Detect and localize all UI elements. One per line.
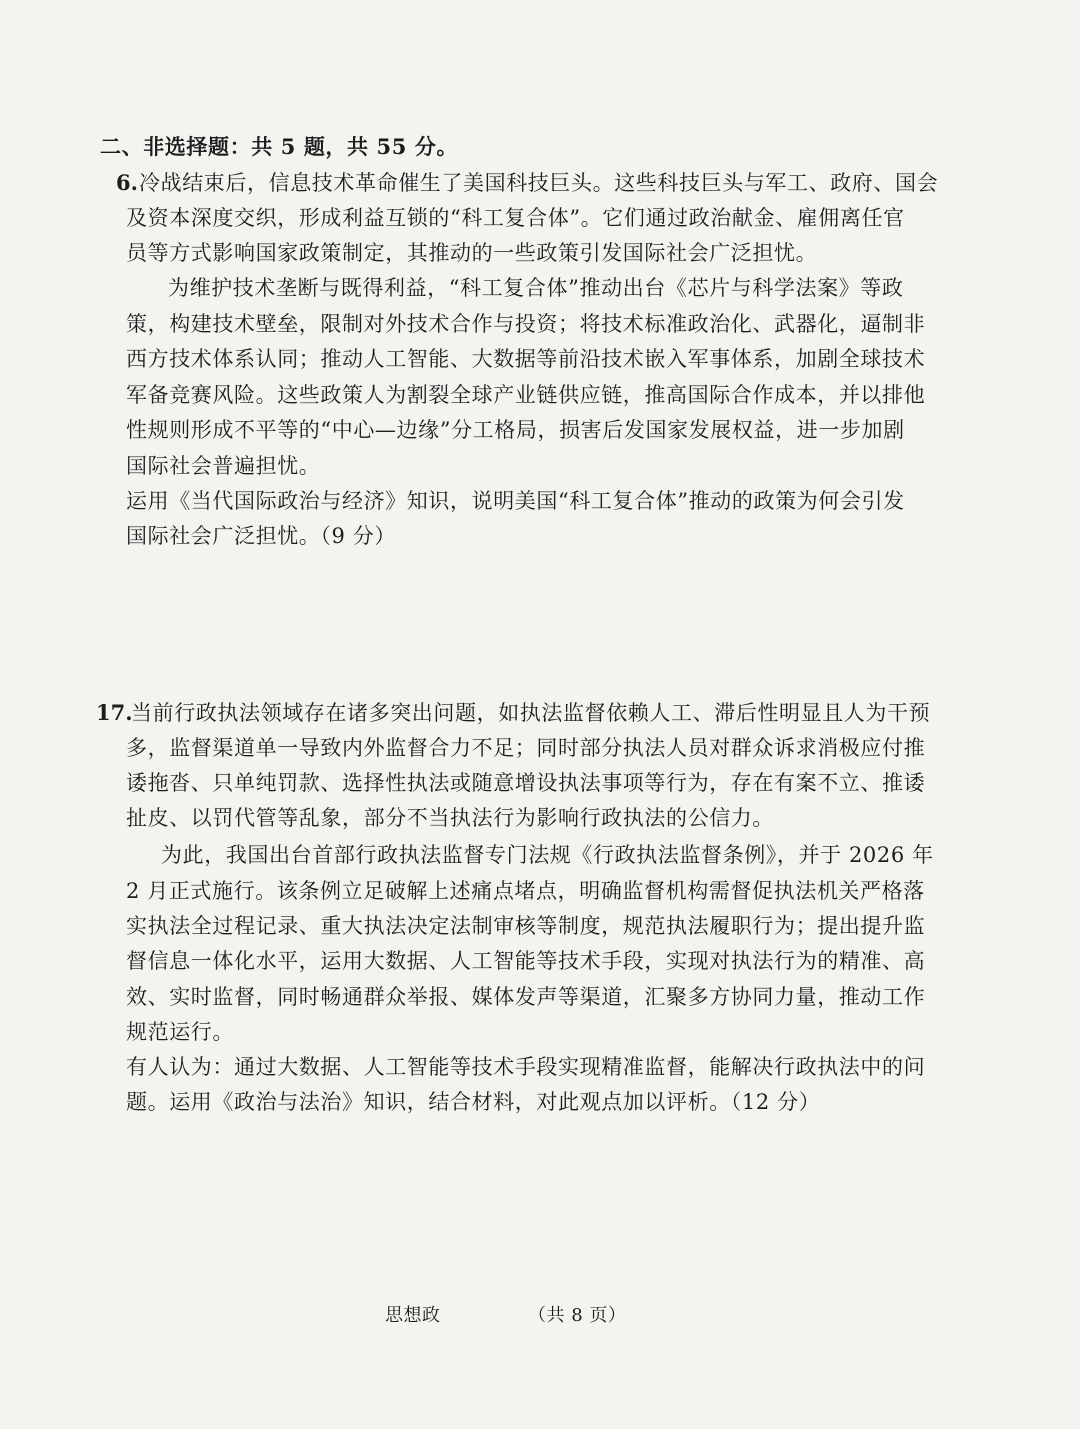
- q17-line-7: 实执法全过程记录、重大执法决定法制审核等制度，规范执法履职行为；提出提升监: [126, 914, 926, 938]
- q6-line-9: 国际社会普遍担忧。: [126, 454, 321, 478]
- q17-line-12: 题。运用《政治与法治》知识，结合材料，对此观点加以评析。（12 分）: [126, 1090, 821, 1114]
- q17-line-1: 当前行政执法领域存在诸多突出问题，如执法监督依赖人工、滞后性明显且人为干预: [131, 701, 931, 725]
- q17-line-2: 多，监督渠道单一导致内外监督合力不足；同时部分执法人员对群众诉求消极应付推: [126, 736, 926, 760]
- q17-line-10: 规范运行。: [126, 1020, 234, 1044]
- question-6-number: 6.: [116, 170, 138, 195]
- section-title: 二、非选择题：共 5 题，共 55 分。: [100, 134, 459, 159]
- q6-line-3: 员等方式影响国家政策制定，其推动的一些政策引发国际社会广泛担忧。: [126, 241, 818, 265]
- q6-line-5: 策，构建技术壁垒，限制对外技术合作与投资；将技术标准政治化、武器化，逼制非: [126, 312, 926, 336]
- q6-line-6: 西方技术体系认同；推动人工智能、大数据等前沿技术嵌入军事体系，加剧全球技术: [126, 347, 926, 371]
- q17-line-3: 诿拖沓、只单纯罚款、选择性执法或随意增设执法事项等行为，存在有案不立、推诿: [126, 771, 926, 795]
- q6-line-11: 国际社会广泛担忧。（9 分）: [126, 524, 396, 548]
- q17-line-4: 扯皮、以罚代管等乱象，部分不当执法行为影响行政执法的公信力。: [126, 806, 774, 830]
- q6-line-10: 运用《当代国际政治与经济》知识，说明美国“科工复合体”推动的政策为何会引发: [126, 489, 905, 513]
- footer-subject: 思想政: [385, 1305, 441, 1326]
- q6-line-2: 及资本深度交织，形成利益互锁的“科工复合体”。它们通过政治献金、雇佣离任官: [126, 206, 905, 230]
- q6-line-1: 冷战结束后，信息技术革命催生了美国科技巨头。这些科技巨头与军工、政府、国会: [139, 171, 939, 195]
- q17-line-6: 2 月正式施行。该条例立足破解上述痛点堵点，明确监督机构需督促执法机关严格落: [126, 879, 925, 903]
- q6-line-8: 性规则形成不平等的“中心—边缘”分工格局，损害后发国家发展权益，进一步加剧: [126, 418, 905, 442]
- question-17-number: 17.: [96, 700, 133, 725]
- q17-line-11: 有人认为：通过大数据、人工智能等技术手段实现精准监督，能解决行政执法中的问: [126, 1055, 926, 1079]
- q17-line-8: 督信息一体化水平，运用大数据、人工智能等技术手段，实现对执法行为的精准、高: [126, 949, 926, 973]
- q6-line-4: 为维护技术垄断与既得利益，“科工复合体”推动出台《芯片与科学法案》等政: [168, 276, 904, 300]
- footer-page-count: （共 8 页）: [528, 1305, 627, 1326]
- q17-line-5: 为此，我国出台首部行政执法监督专门法规《行政执法监督条例》，并于 2026 年: [161, 843, 934, 867]
- q17-line-9: 效、实时监督，同时畅通群众举报、媒体发声等渠道，汇聚多方协同力量，推动工作: [126, 985, 926, 1009]
- q6-line-7: 军备竞赛风险。这些政策人为割裂全球产业链供应链，推高国际合作成本，并以排他: [126, 383, 926, 407]
